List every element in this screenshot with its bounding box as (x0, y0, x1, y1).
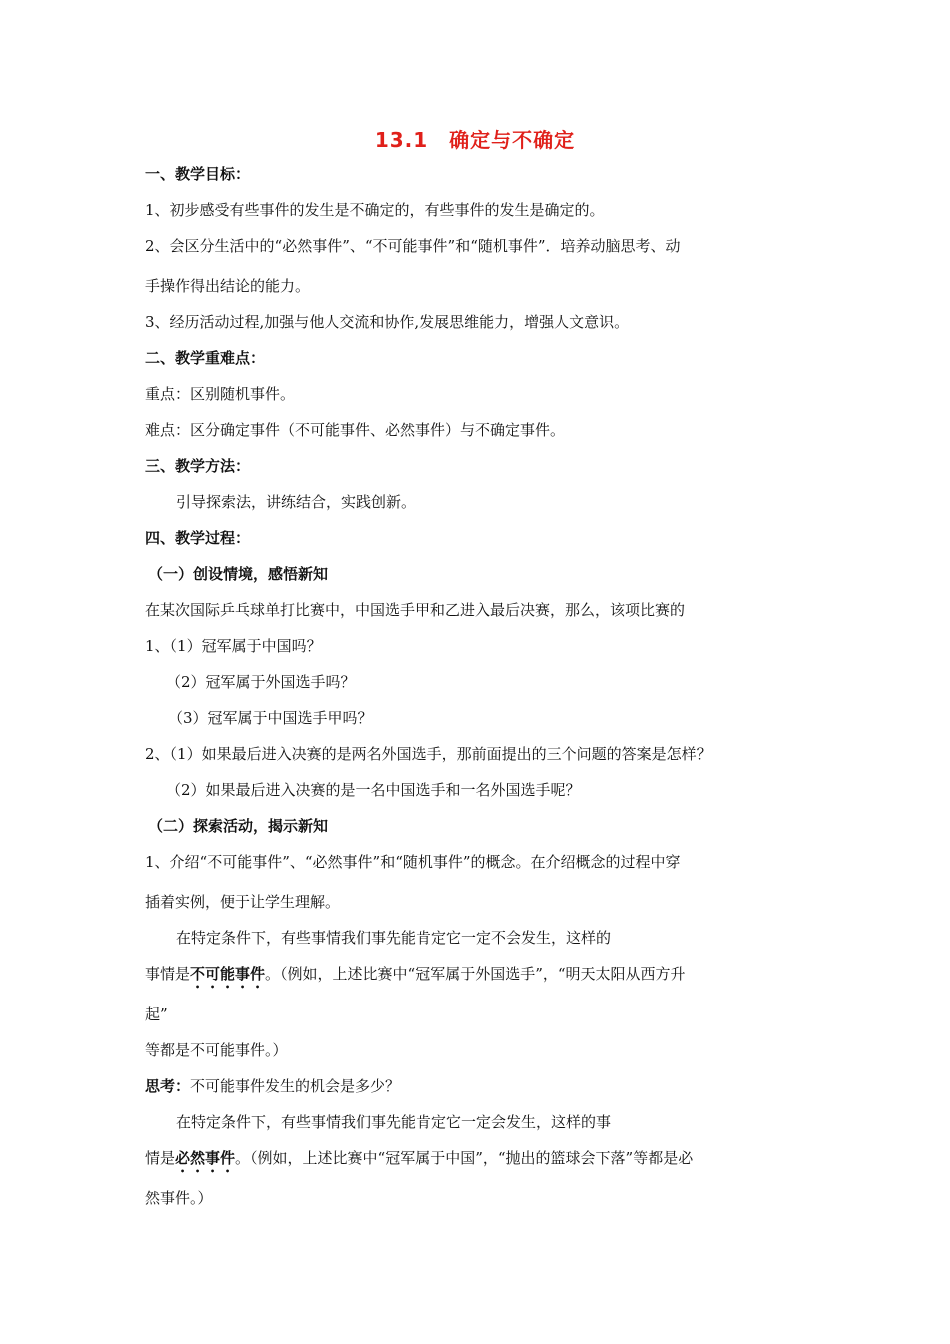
objectives-heading: 一、教学目标： (145, 165, 251, 183)
process-heading: 四、教学过程： (145, 529, 251, 547)
impossible-prefix: 事情是 (145, 965, 191, 983)
part1-heading: （一）创设情境，感悟新知 (148, 565, 329, 583)
question-1-1: 1、（1）冠军属于中国吗？ (145, 637, 322, 655)
certain-definition-line-2 (145, 1148, 693, 1176)
certain-definition-line-1: 在特定条件下，有些事情我们事先能肯定它一定会发生，这样的事 (176, 1113, 612, 1131)
objective-item-2-line-2: 手操作得出结论的能力。 (145, 277, 311, 295)
key-point-difficulty: 难点：区分确定事件（不可能事件、必然事件）与不确定事件。 (145, 421, 566, 439)
question-1-2: （2）冠军属于外国选手吗？ (166, 673, 356, 691)
impossible-event-term: 不可能事件 (190, 965, 266, 983)
key-points-heading: 二、教学重难点： (145, 349, 266, 367)
think-text: 不可能事件发生的机会是多少？ (190, 1077, 401, 1095)
objective-item-2-line-1: 2、会区分生活中的“必然事件”、“不可能事件”和“随机事件”．培养动脑思考、动 (145, 237, 681, 255)
question-2-1: 2、（1）如果最后进入决赛的是两名外国选手，那前面提出的三个问题的答案是怎样？ (145, 745, 712, 763)
methods-heading: 三、教学方法： (145, 457, 251, 475)
page-title: 13.1 确定与不确定 (374, 128, 576, 152)
certain-event-term: 必然事件 (175, 1149, 236, 1167)
objective-item-3: 3、经历活动过程,加强与他人交流和协作,发展思维能力，增强人文意识。 (145, 313, 630, 331)
part1-intro: 在某次国际乒乓球单打比赛中，中国选手甲和乙进入最后决赛，那么，该项比赛的 (145, 601, 686, 619)
impossible-definition-line-4: 等都是不可能事件。） (145, 1041, 288, 1059)
part2-heading: （二）探索活动，揭示新知 (148, 817, 329, 835)
certain-definition-line-3: 然事件。） (145, 1189, 213, 1207)
objective-item-1: 1、初步感受有些事件的发生是不确定的，有些事件的发生是确定的。 (145, 201, 605, 219)
certain-example: 。（例如，上述比赛中“冠军属于中国”，“抛出的篮球会下落”等都是必 (235, 1149, 694, 1167)
certain-prefix: 情是 (145, 1149, 176, 1167)
part2-intro-line-1: 1、介绍“不可能事件”、“必然事件”和“随机事件”的概念。在介绍概念的过程中穿 (145, 853, 681, 871)
think-label: 思考： (145, 1077, 191, 1095)
impossible-definition-line-3: 起” (145, 1005, 168, 1023)
key-point-focus: 重点：区别随机事件。 (145, 385, 296, 403)
impossible-definition-line-1: 在特定条件下，有些事情我们事先能肯定它一定不会发生，这样的 (176, 929, 612, 947)
question-1-3: （3）冠军属于中国选手甲吗？ (168, 709, 373, 727)
impossible-definition-line-2 (145, 964, 686, 992)
question-2-2: （2）如果最后进入决赛的是一名中国选手和一名外国选手呢？ (166, 781, 581, 799)
part2-intro-line-2: 插着实例，便于让学生理解。 (145, 893, 341, 911)
methods-text: 引导探索法，讲练结合，实践创新。 (176, 493, 417, 511)
impossible-example: 。（例如，上述比赛中“冠军属于外国选手”，“明天太阳从西方升 (265, 965, 686, 983)
think-question (145, 1076, 400, 1096)
